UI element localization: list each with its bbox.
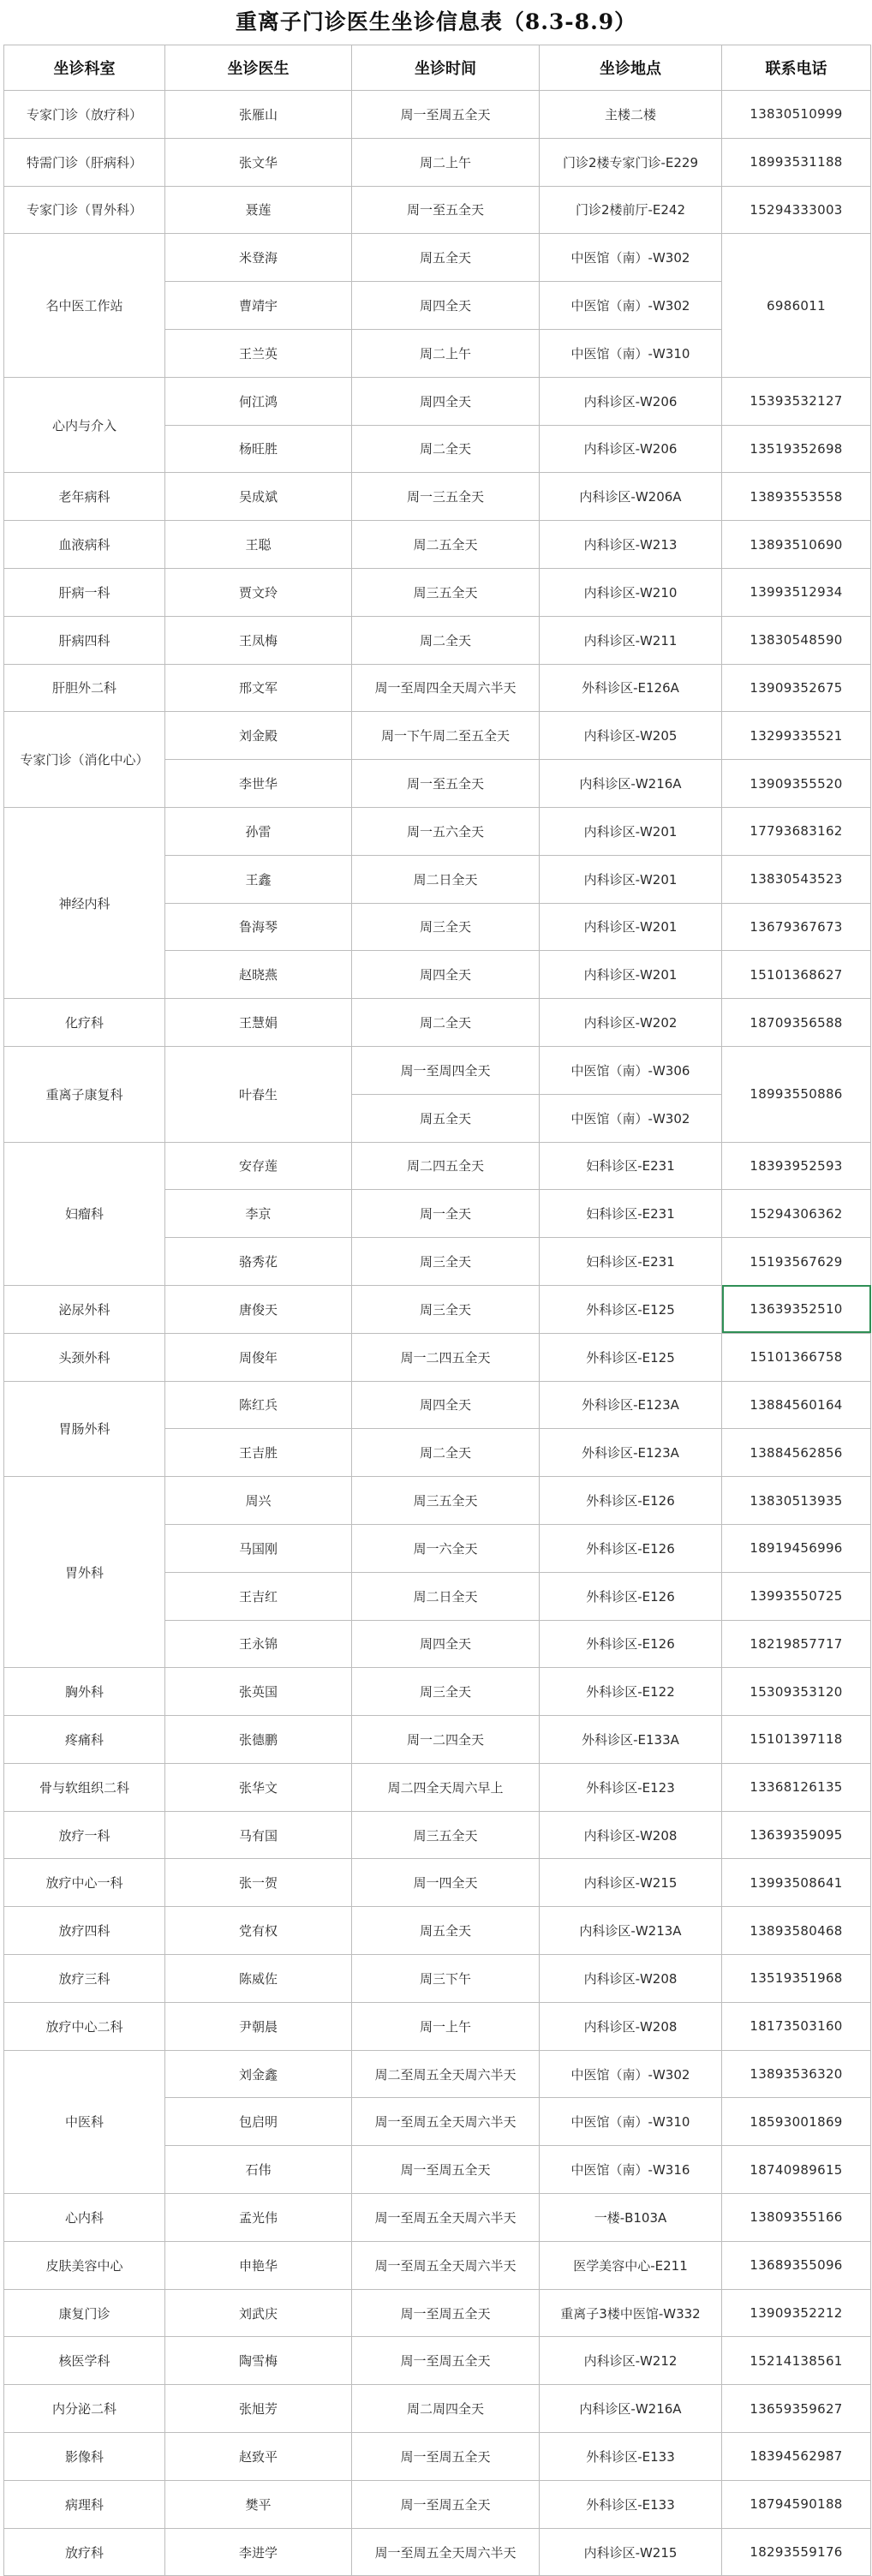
location-cell[interactable]: 外科诊区-E123A — [540, 1381, 722, 1429]
time-cell[interactable]: 周一至周五全天周六半天 — [352, 2194, 540, 2242]
department-cell[interactable]: 放疗中心二科 — [4, 2002, 165, 2050]
phone-cell[interactable]: 17793683162 — [722, 807, 871, 855]
location-cell[interactable]: 内科诊区-W208 — [540, 1811, 722, 1859]
doctor-cell[interactable]: 李进学 — [165, 2528, 352, 2576]
doctor-cell[interactable]: 陈红兵 — [165, 1381, 352, 1429]
department-cell[interactable]: 核医学科 — [4, 2337, 165, 2385]
table-row — [4, 999, 871, 1047]
table-row — [4, 473, 871, 521]
location-cell[interactable]: 内科诊区-W213 — [540, 521, 722, 569]
time-cell[interactable]: 周一二四五全天 — [352, 1333, 540, 1381]
department-cell[interactable]: 头颈外科 — [4, 1333, 165, 1381]
doctor-cell[interactable]: 唐俊天 — [165, 1285, 352, 1333]
department-cell[interactable]: 重离子康复科 — [4, 1046, 165, 1142]
department-cell[interactable]: 胃肠外科 — [4, 1381, 165, 1477]
location-cell[interactable]: 门诊2楼专家门诊-E229 — [540, 138, 722, 186]
phone-cell[interactable]: 13909352212 — [722, 2289, 871, 2337]
time-cell[interactable]: 周一三五全天 — [352, 473, 540, 521]
doctor-cell[interactable]: 王鑫 — [165, 855, 352, 903]
department-cell[interactable]: 肝病一科 — [4, 568, 165, 616]
phone-cell[interactable]: 18593001869 — [722, 2098, 871, 2146]
table-row — [4, 2385, 871, 2433]
phone-cell[interactable]: 13519352698 — [722, 425, 871, 473]
table-row — [4, 807, 871, 855]
doctor-cell[interactable]: 张文华 — [165, 138, 352, 186]
location-cell[interactable]: 内科诊区-W201 — [540, 855, 722, 903]
phone-cell[interactable]: 13519351968 — [722, 1955, 871, 2003]
location-cell[interactable]: 内科诊区-W206 — [540, 377, 722, 425]
location-cell[interactable]: 内科诊区-W201 — [540, 903, 722, 951]
time-cell[interactable]: 周一至周四全天周六半天 — [352, 664, 540, 712]
doctor-cell[interactable]: 张英国 — [165, 1668, 352, 1716]
location-cell[interactable]: 内科诊区-W215 — [540, 1859, 722, 1907]
department-cell[interactable]: 疼痛科 — [4, 1716, 165, 1764]
doctor-cell[interactable]: 叶春生 — [165, 1046, 352, 1142]
doctor-cell[interactable]: 马有国 — [165, 1811, 352, 1859]
table-row — [4, 1811, 871, 1859]
time-cell[interactable]: 周二至周五全天周六半天 — [352, 2050, 540, 2098]
department-cell[interactable]: 皮肤美容中心 — [4, 2241, 165, 2289]
department-cell[interactable]: 中医科 — [4, 2050, 165, 2193]
department-cell[interactable]: 化疗科 — [4, 999, 165, 1047]
time-cell[interactable]: 周二五全天 — [352, 521, 540, 569]
phone-cell[interactable]: 18219857717 — [722, 1620, 871, 1668]
doctor-cell[interactable]: 马国刚 — [165, 1524, 352, 1572]
location-cell[interactable]: 门诊2楼前厅-E242 — [540, 186, 722, 234]
table-row — [4, 2337, 871, 2385]
table-row — [4, 2433, 871, 2481]
time-cell[interactable]: 周一至周四全天 — [352, 1046, 540, 1094]
department-cell[interactable]: 老年病科 — [4, 473, 165, 521]
phone-cell[interactable]: 18919456996 — [722, 1524, 871, 1572]
phone-cell[interactable]: 15214138561 — [722, 2337, 871, 2385]
location-cell[interactable]: 内科诊区-W206A — [540, 473, 722, 521]
time-cell[interactable]: 周一至五全天 — [352, 186, 540, 234]
department-cell[interactable]: 胃外科 — [4, 1477, 165, 1668]
header-location: 坐诊地点 — [540, 45, 722, 91]
location-cell[interactable]: 中医馆（南）-W302 — [540, 234, 722, 282]
department-cell[interactable]: 肝胆外二科 — [4, 664, 165, 712]
doctor-cell[interactable]: 何江鸿 — [165, 377, 352, 425]
location-cell[interactable]: 内科诊区-W201 — [540, 951, 722, 999]
time-cell[interactable]: 周二上午 — [352, 138, 540, 186]
doctor-cell[interactable]: 张旭芳 — [165, 2385, 352, 2433]
phone-cell[interactable]: 15101366758 — [722, 1333, 871, 1381]
table-row — [4, 1285, 871, 1333]
location-cell[interactable]: 外科诊区-E133A — [540, 1716, 722, 1764]
department-cell[interactable]: 放疗科 — [4, 2528, 165, 2576]
phone-cell[interactable]: 15309353120 — [722, 1668, 871, 1716]
location-cell[interactable]: 中医馆（南）-W302 — [540, 2050, 722, 2098]
table-row — [4, 2528, 871, 2576]
location-cell[interactable]: 内科诊区-W212 — [540, 2337, 722, 2385]
phone-cell[interactable]: 13884560164 — [722, 1381, 871, 1429]
time-cell[interactable]: 周二上午 — [352, 329, 540, 377]
header-time: 坐诊时间 — [352, 45, 540, 91]
table-row — [4, 2002, 871, 2050]
department-cell[interactable]: 骨与软组织二科 — [4, 1763, 165, 1811]
time-cell[interactable]: 周四全天 — [352, 377, 540, 425]
table-row — [4, 2480, 871, 2528]
time-cell[interactable]: 周三全天 — [352, 1668, 540, 1716]
time-cell[interactable]: 周一至周五全天周六半天 — [352, 2528, 540, 2576]
location-cell[interactable]: 妇科诊区-E231 — [540, 1142, 722, 1190]
doctor-cell[interactable]: 贾文玲 — [165, 568, 352, 616]
location-cell[interactable]: 外科诊区-E126 — [540, 1572, 722, 1620]
time-cell[interactable]: 周二全天 — [352, 1429, 540, 1477]
phone-cell[interactable]: 15101397118 — [722, 1716, 871, 1764]
department-cell[interactable]: 妇瘤科 — [4, 1142, 165, 1285]
doctor-cell[interactable]: 聂莲 — [165, 186, 352, 234]
doctor-cell[interactable]: 孟光伟 — [165, 2194, 352, 2242]
doctor-cell[interactable]: 王吉红 — [165, 1572, 352, 1620]
time-cell[interactable]: 周一全天 — [352, 1190, 540, 1238]
page-title: 重离子门诊医生坐诊信息表（8.3-8.9） — [235, 9, 637, 34]
time-cell[interactable]: 周五全天 — [352, 1094, 540, 1142]
time-cell[interactable]: 周一至周五全天周六半天 — [352, 2241, 540, 2289]
time-cell[interactable]: 周四全天 — [352, 1620, 540, 1668]
department-cell[interactable]: 心内科 — [4, 2194, 165, 2242]
table-row — [4, 186, 871, 234]
phone-cell[interactable]: 18993550886 — [722, 1046, 871, 1142]
table-row — [4, 234, 871, 282]
table-row — [4, 1477, 871, 1525]
table-row — [4, 1333, 871, 1381]
time-cell[interactable]: 周一四全天 — [352, 1859, 540, 1907]
location-cell[interactable]: 主楼二楼 — [540, 91, 722, 139]
department-cell[interactable]: 胸外科 — [4, 1668, 165, 1716]
doctor-cell[interactable]: 杨旺胜 — [165, 425, 352, 473]
location-cell[interactable]: 外科诊区-E123A — [540, 1429, 722, 1477]
time-cell[interactable]: 周二四五全天 — [352, 1142, 540, 1190]
table-row — [4, 2289, 871, 2337]
phone-cell[interactable]: 13830543523 — [722, 855, 871, 903]
department-cell[interactable]: 专家门诊（放疗科） — [4, 91, 165, 139]
location-cell[interactable]: 外科诊区-E133 — [540, 2480, 722, 2528]
header-phone: 联系电话 — [722, 45, 871, 91]
time-cell[interactable]: 周三五全天 — [352, 568, 540, 616]
phone-cell[interactable]: 18293559176 — [722, 2528, 871, 2576]
time-cell[interactable]: 周一下午周二至五全天 — [352, 712, 540, 760]
phone-cell[interactable]: 13830548590 — [722, 616, 871, 664]
phone-cell[interactable]: 13893536320 — [722, 2050, 871, 2098]
department-cell[interactable]: 病理科 — [4, 2480, 165, 2528]
doctor-cell[interactable]: 米登海 — [165, 234, 352, 282]
phone-cell[interactable]: 18394562987 — [722, 2433, 871, 2481]
location-cell[interactable]: 中医馆（南）-W302 — [540, 1094, 722, 1142]
location-cell[interactable]: 外科诊区-E123 — [540, 1763, 722, 1811]
time-cell[interactable]: 周二周四全天 — [352, 2385, 540, 2433]
time-cell[interactable]: 周二全天 — [352, 616, 540, 664]
doctor-cell[interactable]: 赵晓燕 — [165, 951, 352, 999]
doctor-cell[interactable]: 王永锦 — [165, 1620, 352, 1668]
phone-cell[interactable]: 6986011 — [722, 234, 871, 377]
location-cell[interactable]: 外科诊区-E126 — [540, 1620, 722, 1668]
doctor-cell[interactable]: 李世华 — [165, 760, 352, 808]
location-cell[interactable]: 内科诊区-W206 — [540, 425, 722, 473]
phone-cell[interactable]: 13884562856 — [722, 1429, 871, 1477]
phone-cell[interactable]: 18740989615 — [722, 2146, 871, 2194]
phone-cell[interactable]: 15294306362 — [722, 1190, 871, 1238]
location-cell[interactable]: 妇科诊区-E231 — [540, 1238, 722, 1286]
location-cell[interactable]: 外科诊区-E122 — [540, 1668, 722, 1716]
time-cell[interactable]: 周一至周五全天 — [352, 2146, 540, 2194]
table-row — [4, 1955, 871, 2003]
location-cell[interactable]: 一楼-B103A — [540, 2194, 722, 2242]
doctor-cell[interactable]: 鲁海琴 — [165, 903, 352, 951]
phone-cell[interactable]: 18173503160 — [722, 2002, 871, 2050]
department-cell[interactable]: 血液病科 — [4, 521, 165, 569]
location-cell[interactable]: 外科诊区-E126A — [540, 664, 722, 712]
time-cell[interactable]: 周一至周五全天 — [352, 2480, 540, 2528]
phone-cell[interactable]: 13830513935 — [722, 1477, 871, 1525]
phone-cell[interactable]: 13993550725 — [722, 1572, 871, 1620]
location-cell[interactable]: 内科诊区-W213A — [540, 1907, 722, 1955]
phone-cell[interactable]: 13368126135 — [722, 1763, 871, 1811]
table-row — [4, 1763, 871, 1811]
location-cell[interactable]: 内科诊区-W211 — [540, 616, 722, 664]
department-cell[interactable]: 放疗中心一科 — [4, 1859, 165, 1907]
time-cell[interactable]: 周三全天 — [352, 1238, 540, 1286]
time-cell[interactable]: 周二全天 — [352, 999, 540, 1047]
doctor-cell[interactable]: 邢文军 — [165, 664, 352, 712]
table-row — [4, 2241, 871, 2289]
doctor-cell[interactable]: 周兴 — [165, 1477, 352, 1525]
doctor-cell[interactable]: 张德鹏 — [165, 1716, 352, 1764]
time-cell[interactable]: 周四全天 — [352, 1381, 540, 1429]
phone-cell[interactable]: 18993531188 — [722, 138, 871, 186]
doctor-cell[interactable]: 刘武庆 — [165, 2289, 352, 2337]
time-cell[interactable]: 周二日全天 — [352, 1572, 540, 1620]
time-cell[interactable]: 周五全天 — [352, 1907, 540, 1955]
time-cell[interactable]: 周三全天 — [352, 1285, 540, 1333]
doctor-cell[interactable]: 申艳华 — [165, 2241, 352, 2289]
doctor-cell[interactable]: 李京 — [165, 1190, 352, 1238]
phone-cell[interactable]: 15393532127 — [722, 377, 871, 425]
table-row — [4, 521, 871, 569]
location-cell[interactable]: 内科诊区-W205 — [540, 712, 722, 760]
location-cell[interactable]: 中医馆（南）-W302 — [540, 282, 722, 330]
doctor-cell[interactable]: 王兰英 — [165, 329, 352, 377]
doctor-cell[interactable]: 骆秀花 — [165, 1238, 352, 1286]
department-cell[interactable]: 专家门诊（胃外科） — [4, 186, 165, 234]
location-cell[interactable]: 内科诊区-W216A — [540, 760, 722, 808]
phone-cell[interactable]: 13893580468 — [722, 1907, 871, 1955]
phone-cell[interactable]: 18794590188 — [722, 2480, 871, 2528]
phone-cell[interactable]: 13893510690 — [722, 521, 871, 569]
department-cell[interactable]: 放疗四科 — [4, 1907, 165, 1955]
doctor-cell[interactable]: 王凤梅 — [165, 616, 352, 664]
department-cell[interactable]: 影像科 — [4, 2433, 165, 2481]
table-row — [4, 664, 871, 712]
doctor-cell[interactable]: 尹朝晨 — [165, 2002, 352, 2050]
phone-cell[interactable]: 13893553558 — [722, 473, 871, 521]
doctor-cell[interactable]: 王吉胜 — [165, 1429, 352, 1477]
location-cell[interactable]: 重离子3楼中医馆-W332 — [540, 2289, 722, 2337]
department-cell[interactable]: 专家门诊（消化中心） — [4, 712, 165, 808]
location-cell[interactable]: 外科诊区-E133 — [540, 2433, 722, 2481]
phone-cell[interactable]: 15101368627 — [722, 951, 871, 999]
phone-cell[interactable]: 13639352510 — [722, 1285, 871, 1333]
schedule-table — [3, 45, 871, 2576]
phone-cell[interactable]: 13659359627 — [722, 2385, 871, 2433]
department-cell[interactable]: 放疗三科 — [4, 1955, 165, 2003]
department-cell[interactable]: 泌尿外科 — [4, 1285, 165, 1333]
table-row — [4, 1907, 871, 1955]
doctor-cell[interactable]: 包启明 — [165, 2098, 352, 2146]
time-cell[interactable]: 周二日全天 — [352, 855, 540, 903]
doctor-cell[interactable]: 张一贺 — [165, 1859, 352, 1907]
table-row — [4, 1381, 871, 1429]
phone-cell[interactable]: 13639359095 — [722, 1811, 871, 1859]
time-cell[interactable]: 周一至周五全天 — [352, 2289, 540, 2337]
location-cell[interactable]: 内科诊区-W216A — [540, 2385, 722, 2433]
time-cell[interactable]: 周一至五全天 — [352, 760, 540, 808]
doctor-cell[interactable]: 刘金殿 — [165, 712, 352, 760]
doctor-cell[interactable]: 王慧娟 — [165, 999, 352, 1047]
table-row — [4, 1046, 871, 1094]
header-doctor: 坐诊医生 — [165, 45, 352, 91]
department-cell[interactable]: 放疗一科 — [4, 1811, 165, 1859]
phone-cell[interactable]: 18709356588 — [722, 999, 871, 1047]
doctor-cell[interactable]: 王聪 — [165, 521, 352, 569]
table-row — [4, 377, 871, 425]
doctor-cell[interactable]: 赵致平 — [165, 2433, 352, 2481]
table-row — [4, 91, 871, 139]
location-cell[interactable]: 内科诊区-W208 — [540, 1955, 722, 2003]
doctor-cell[interactable]: 孙雷 — [165, 807, 352, 855]
table-row — [4, 1142, 871, 1190]
time-cell[interactable]: 周一至周五全天 — [352, 91, 540, 139]
doctor-cell[interactable]: 吴成斌 — [165, 473, 352, 521]
table-row — [4, 616, 871, 664]
doctor-cell[interactable]: 党有权 — [165, 1907, 352, 1955]
location-cell[interactable]: 外科诊区-E126 — [540, 1477, 722, 1525]
table-row — [4, 2050, 871, 2098]
table-body — [4, 91, 871, 2576]
phone-cell[interactable]: 15294333003 — [722, 186, 871, 234]
table-row — [4, 2194, 871, 2242]
location-cell[interactable]: 外科诊区-E126 — [540, 1524, 722, 1572]
phone-cell[interactable]: 13993508641 — [722, 1859, 871, 1907]
time-cell[interactable]: 周一至周五全天 — [352, 2433, 540, 2481]
department-cell[interactable]: 心内与介入 — [4, 377, 165, 473]
location-cell[interactable]: 中医馆（南）-W310 — [540, 2098, 722, 2146]
table-row — [4, 712, 871, 760]
time-cell[interactable]: 周五全天 — [352, 234, 540, 282]
phone-cell[interactable]: 13909355520 — [722, 760, 871, 808]
table-row — [4, 1859, 871, 1907]
location-cell[interactable]: 中医馆（南）-W316 — [540, 2146, 722, 2194]
doctor-cell[interactable]: 樊平 — [165, 2480, 352, 2528]
location-cell[interactable]: 妇科诊区-E231 — [540, 1190, 722, 1238]
location-cell[interactable]: 内科诊区-W215 — [540, 2528, 722, 2576]
table-row — [4, 1668, 871, 1716]
phone-cell[interactable]: 13809355166 — [722, 2194, 871, 2242]
doctor-cell[interactable]: 张雁山 — [165, 91, 352, 139]
phone-cell[interactable]: 13909352675 — [722, 664, 871, 712]
time-cell[interactable]: 周一至周五全天 — [352, 2337, 540, 2385]
location-cell[interactable]: 外科诊区-E125 — [540, 1333, 722, 1381]
table-row — [4, 138, 871, 186]
department-cell[interactable]: 名中医工作站 — [4, 234, 165, 377]
location-cell[interactable]: 中医馆（南）-W306 — [540, 1046, 722, 1094]
phone-cell[interactable]: 13830510999 — [722, 91, 871, 139]
location-cell[interactable]: 内科诊区-W210 — [540, 568, 722, 616]
location-cell[interactable]: 内科诊区-W201 — [540, 807, 722, 855]
phone-cell[interactable]: 13993512934 — [722, 568, 871, 616]
doctor-cell[interactable]: 安存莲 — [165, 1142, 352, 1190]
location-cell[interactable]: 外科诊区-E125 — [540, 1285, 722, 1333]
doctor-cell[interactable]: 陈威佐 — [165, 1955, 352, 2003]
location-cell[interactable]: 医学美容中心-E211 — [540, 2241, 722, 2289]
time-cell[interactable]: 周四全天 — [352, 951, 540, 999]
time-cell[interactable]: 周二四全天周六早上 — [352, 1763, 540, 1811]
department-cell[interactable]: 特需门诊（肝病科） — [4, 138, 165, 186]
time-cell[interactable]: 周三五全天 — [352, 1477, 540, 1525]
time-cell[interactable]: 周一上午 — [352, 2002, 540, 2050]
time-cell[interactable]: 周四全天 — [352, 282, 540, 330]
phone-cell[interactable]: 13679367673 — [722, 903, 871, 951]
table-row — [4, 1716, 871, 1764]
table-row — [4, 568, 871, 616]
doctor-cell[interactable]: 陶雪梅 — [165, 2337, 352, 2385]
phone-cell[interactable]: 13689355096 — [722, 2241, 871, 2289]
time-cell[interactable]: 周一六全天 — [352, 1524, 540, 1572]
time-cell[interactable]: 周一二四全天 — [352, 1716, 540, 1764]
phone-cell[interactable]: 18393952593 — [722, 1142, 871, 1190]
header-department: 坐诊科室 — [4, 45, 165, 91]
time-cell[interactable]: 周三五全天 — [352, 1811, 540, 1859]
time-cell[interactable]: 周三下午 — [352, 1955, 540, 2003]
doctor-cell[interactable]: 刘金鑫 — [165, 2050, 352, 2098]
doctor-cell[interactable]: 曹靖宇 — [165, 282, 352, 330]
location-cell[interactable]: 内科诊区-W208 — [540, 2002, 722, 2050]
doctor-cell[interactable]: 张华文 — [165, 1763, 352, 1811]
doctor-cell[interactable]: 石伟 — [165, 2146, 352, 2194]
time-cell[interactable]: 周三全天 — [352, 903, 540, 951]
department-cell[interactable]: 内分泌二科 — [4, 2385, 165, 2433]
phone-cell[interactable]: 15193567629 — [722, 1238, 871, 1286]
time-cell[interactable]: 周一至周五全天周六半天 — [352, 2098, 540, 2146]
department-cell[interactable]: 神经内科 — [4, 807, 165, 998]
table-header-row — [4, 45, 871, 91]
phone-cell[interactable]: 13299335521 — [722, 712, 871, 760]
location-cell[interactable]: 中医馆（南）-W310 — [540, 329, 722, 377]
time-cell[interactable]: 周一五六全天 — [352, 807, 540, 855]
location-cell[interactable]: 内科诊区-W202 — [540, 999, 722, 1047]
department-cell[interactable]: 肝病四科 — [4, 616, 165, 664]
time-cell[interactable]: 周二全天 — [352, 425, 540, 473]
doctor-cell[interactable]: 周俊年 — [165, 1333, 352, 1381]
department-cell[interactable]: 康复门诊 — [4, 2289, 165, 2337]
